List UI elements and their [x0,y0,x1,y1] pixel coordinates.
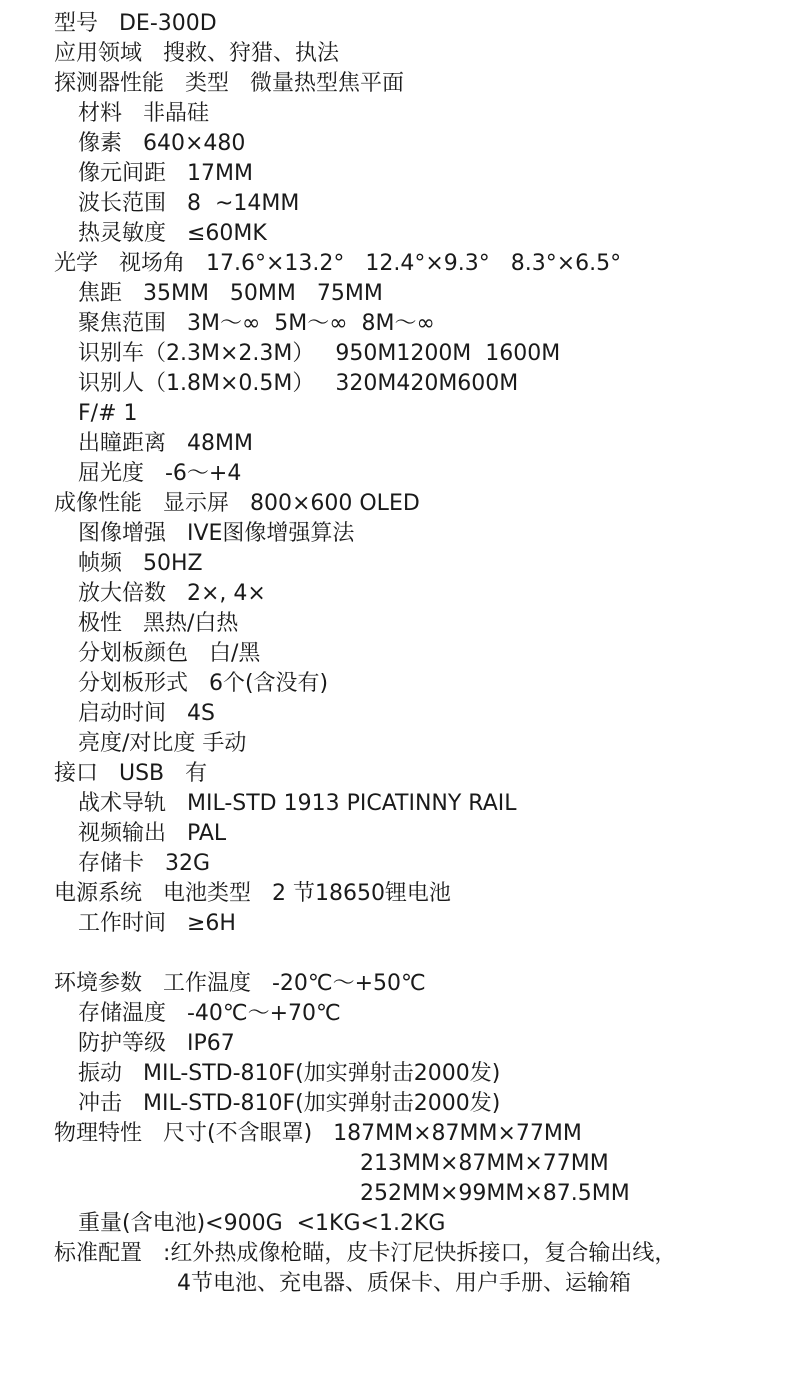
spec-line-dimensions: 物理特性 尺寸(不含眼罩) 187MM×87MM×77MM [54,1121,582,1146]
spec-line-video-output: 视频输出 PAL [78,821,227,846]
spec-line-magnification: 放大倍数 2×, 4× [78,581,266,606]
spec-line-wavelength: 波长范围 8 ~14MM [78,191,300,216]
spec-line-vehicle-recognition: 识别车（2.3M×2.3M） 950M1200M 1600M [78,341,561,366]
spec-line-vibration: 振动 MIL-STD-810F(加实弹射击2000发) [78,1061,501,1086]
spec-line-storage-temp: 存储温度 -40℃～+70℃ [78,1001,341,1026]
spec-line-material: 材料 非晶硅 [78,101,209,126]
spec-line-operating-time: 工作时间 ≥6H [78,911,236,936]
spec-line-standard-config: 标准配置 :红外热成像枪瞄，皮卡汀尼快拆接口，复合输出线， [54,1241,677,1266]
spec-line-eye-relief: 出瞳距离 48MM [78,431,253,456]
spec-line-model: 型号 DE-300D [54,11,217,36]
spec-line-person-recognition: 识别人（1.8M×0.5M） 320M420M600M [78,371,519,396]
spec-line-startup-time: 启动时间 4S [78,701,215,726]
spec-line-focal-length: 焦距 35MM 50MM 75MM [78,281,383,306]
spec-line-application: 应用领域 搜救、狩猎、执法 [54,41,339,66]
spec-line-brightness: 亮度/对比度 手动 [78,731,247,756]
spec-line-image-enhancement: 图像增强 IVE图像增强算法 [78,521,355,546]
spec-line-operating-temp: 环境参数 工作温度 -20℃～+50℃ [54,971,426,996]
spec-line-battery-type: 电源系统 电池类型 2 节18650锂电池 [54,881,451,906]
spec-line-display: 成像性能 显示屏 800×600 OLED [54,491,420,516]
spec-line-reticle-color: 分划板颜色 白/黑 [78,641,261,666]
spec-line-diopter: 屈光度 -6～+4 [78,461,242,486]
spec-line-weight: 重量(含电池)<900G <1KG<1.2KG [78,1211,446,1236]
spec-line-usb: 接口 USB 有 [54,761,208,786]
spec-line-standard-config-2: 4节电池、充电器、质保卡、用户手册、运输箱 [177,1271,631,1296]
spec-line-focus-range: 聚焦范围 3M～∞ 5M～∞ 8M～∞ [78,311,435,336]
spec-line-polarity: 极性 黑热/白热 [78,611,239,636]
spec-line-pixels: 像素 640×480 [78,131,246,156]
spec-line-storage-card: 存储卡 32G [78,851,211,876]
spec-line-reticle-style: 分划板形式 6个(含没有) [78,671,329,696]
spec-line-pixel-pitch: 像元间距 17MM [78,161,253,186]
spec-line-frame-rate: 帧频 50HZ [78,551,203,576]
spec-line-dimensions-2: 213MM×87MM×77MM [360,1151,609,1176]
spec-line-dimensions-3: 252MM×99MM×87.5MM [360,1181,630,1206]
spec-line-sensitivity: 热灵敏度 ≤60MK [78,221,267,246]
spec-sheet [0,9,790,1299]
spec-line-shock: 冲击 MIL-STD-810F(加实弹射击2000发) [78,1091,501,1116]
spec-line-spacer [0,939,790,969]
spec-line-protection: 防护等级 IP67 [78,1031,235,1056]
spec-line-f-number: F/# 1 [78,401,138,426]
spec-line-detector-type: 探测器性能 类型 微量热型焦平面 [54,71,404,96]
spec-line-field-of-view: 光学 视场角 17.6°×13.2° 12.4°×9.3° 8.3°×6.5° [54,251,622,276]
spec-line-rail: 战术导轨 MIL-STD 1913 PICATINNY RAIL [78,791,517,816]
